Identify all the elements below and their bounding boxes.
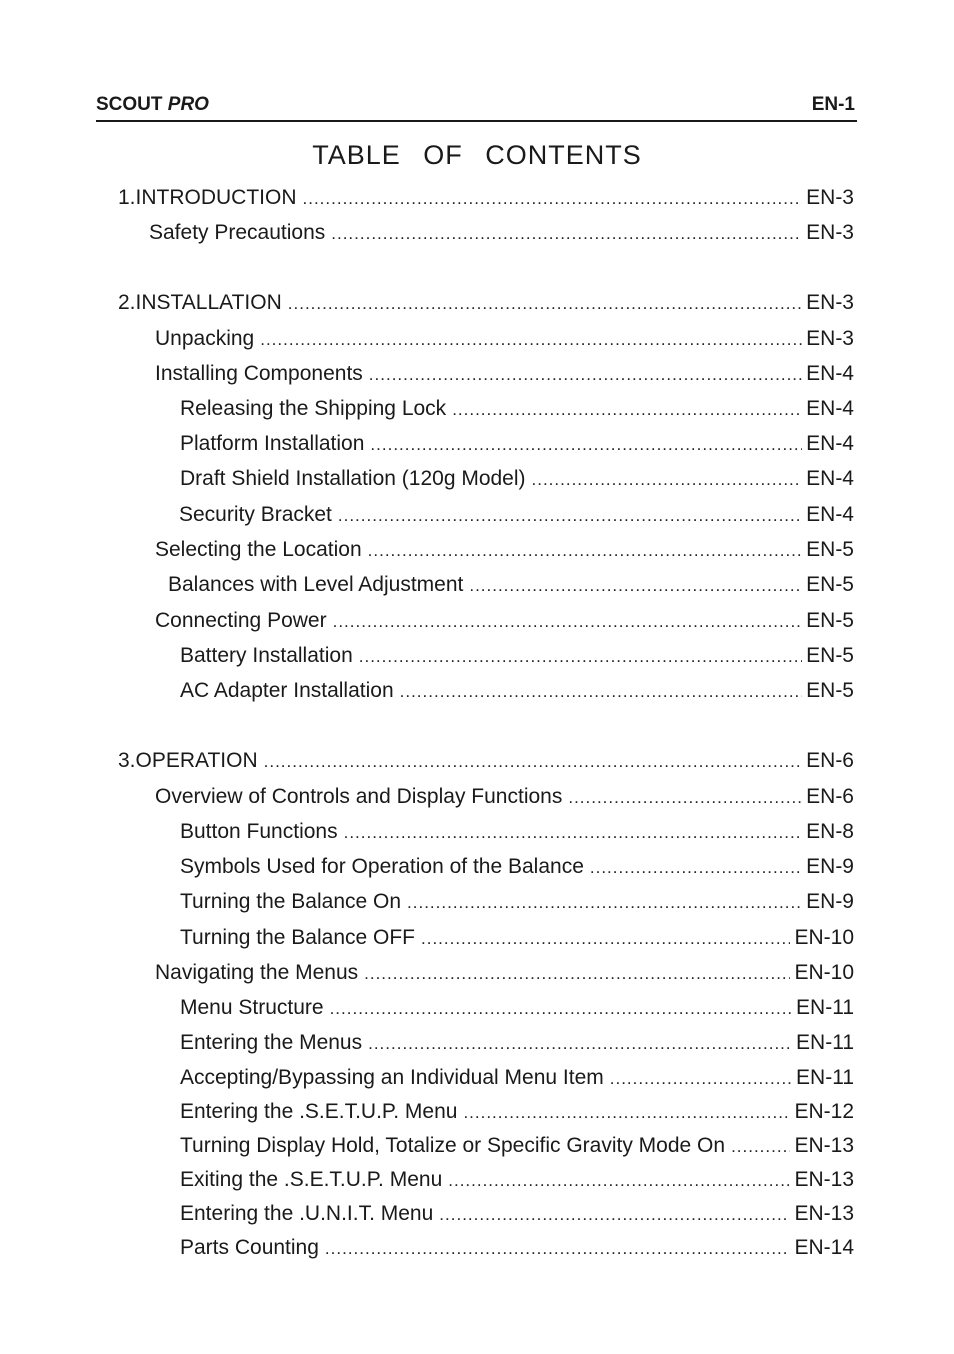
toc-entry-label: Accepting/Bypassing an Individual Menu Item	[180, 1066, 604, 1089]
toc-entry[interactable]	[180, 1236, 854, 1264]
toc-entry-label: Security Bracket	[179, 503, 332, 526]
toc-entry-page: EN-4	[806, 503, 854, 526]
toc-entry-page: EN-5	[806, 679, 854, 702]
toc-entry[interactable]	[180, 890, 854, 918]
toc-entry[interactable]	[180, 1100, 854, 1128]
toc-entry[interactable]	[180, 1202, 854, 1230]
toc-entry[interactable]	[180, 467, 854, 495]
toc-entry-label: Battery Installation	[180, 644, 353, 667]
toc-entry-page: EN-13	[794, 1134, 854, 1157]
toc-entry-label: Installing Components	[155, 362, 363, 385]
toc-entry-page: EN-3	[806, 221, 854, 244]
toc-leader	[369, 365, 802, 385]
toc-entry-page: EN-10	[794, 926, 854, 949]
toc-entry-page: EN-4	[806, 432, 854, 455]
toc-entry-label: Platform Installation	[180, 432, 365, 455]
toc-entry-page: EN-13	[794, 1202, 854, 1225]
toc-entry-page: EN-9	[806, 855, 854, 878]
toc-entry-label: Releasing the Shipping Lock	[180, 397, 447, 420]
toc-entry-label: Entering the .U.N.I.T. Menu	[180, 1202, 434, 1225]
toc-entry[interactable]	[155, 538, 854, 566]
toc-entry-label: Button Functions	[180, 820, 338, 843]
toc-entry[interactable]	[180, 855, 854, 883]
toc-entry-page: EN-12	[794, 1100, 854, 1123]
toc-entry-page: EN-11	[796, 996, 854, 1019]
toc-entry[interactable]	[180, 926, 854, 954]
toc-entry-number: 3.	[118, 749, 136, 772]
toc-entry-label: Turning the Balance On	[180, 890, 402, 913]
toc-entry-page: EN-11	[796, 1031, 854, 1054]
toc-leader	[260, 330, 802, 350]
header-model: PRO	[167, 94, 209, 115]
toc-leader	[452, 400, 802, 420]
toc-entry[interactable]	[168, 573, 854, 601]
toc-leader	[288, 294, 802, 314]
toc-entry-label: Connecting Power	[155, 609, 327, 632]
toc-leader	[368, 1034, 792, 1054]
toc-entry-label: Entering the .S.E.T.U.P. Menu	[180, 1100, 458, 1123]
toc-entry-page: EN-5	[806, 573, 854, 596]
toc-entry-page: EN-4	[806, 397, 854, 420]
toc-entry-label: Turning the Balance OFF	[180, 926, 415, 949]
toc-leader	[264, 752, 803, 772]
toc-entry-page: EN-5	[806, 538, 854, 561]
toc-leader	[448, 1171, 790, 1191]
toc-leader	[330, 999, 792, 1019]
toc-entry-label: Draft Shield Installation (120g Model)	[180, 467, 526, 490]
toc-entry-page: EN-5	[806, 644, 854, 667]
toc-entry[interactable]	[180, 996, 854, 1024]
toc-leader	[303, 189, 803, 209]
toc-entry-label: Navigating the Menus	[155, 961, 359, 984]
toc-entry-label: Unpacking	[155, 327, 255, 350]
page-title: TABLE OF CONTENTS	[312, 140, 642, 170]
toc-leader	[407, 893, 802, 913]
toc-leader	[400, 682, 803, 702]
toc-entry-page: EN-6	[806, 785, 854, 808]
toc-entry[interactable]	[155, 785, 854, 813]
toc-entry[interactable]	[180, 679, 854, 707]
toc-leader	[338, 506, 802, 526]
toc-leader	[359, 647, 802, 667]
toc-entry-label: Selecting the Location	[155, 538, 362, 561]
toc-leader	[610, 1069, 792, 1089]
toc-entry-page: EN-6	[806, 749, 854, 772]
toc-leader	[344, 823, 803, 843]
toc-leader	[463, 1103, 790, 1123]
toc-entry-label: AC Adapter Installation	[180, 679, 394, 702]
toc-leader	[568, 788, 802, 808]
toc-entry-label: Balances with Level Adjustment	[168, 573, 464, 596]
toc-entry-label: Symbols Used for Operation of the Balance	[180, 855, 584, 878]
toc-entry[interactable]	[180, 1031, 854, 1059]
toc-leader	[331, 224, 802, 244]
toc-entry-label: INTRODUCTION	[135, 186, 297, 209]
toc-leader	[439, 1205, 790, 1225]
toc-entry[interactable]	[180, 1066, 854, 1094]
toc-entry-page: EN-11	[796, 1066, 854, 1089]
toc-entry[interactable]	[179, 503, 854, 531]
toc-entry[interactable]	[118, 749, 854, 777]
toc-entry-label: Turning Display Hold, Totalize or Specific Gravity Mode On	[180, 1134, 726, 1157]
toc-entry-page: EN-3	[806, 291, 854, 314]
toc-leader	[370, 435, 802, 455]
toc-leader	[364, 964, 790, 984]
toc-entry[interactable]	[180, 432, 854, 460]
toc-leader	[333, 612, 803, 632]
toc-entry[interactable]	[180, 1134, 854, 1162]
toc-entry-number: 1.	[118, 186, 136, 209]
toc-leader	[731, 1137, 790, 1157]
toc-entry-label: Parts Counting	[180, 1236, 319, 1259]
toc-entry-page: EN-10	[794, 961, 854, 984]
toc-entry-page: EN-3	[806, 327, 854, 350]
toc-entry-label: OPERATION	[135, 749, 258, 772]
toc-entry-page: EN-14	[794, 1236, 854, 1259]
toc-entry-page: EN-3	[806, 186, 854, 209]
toc-entry[interactable]	[180, 820, 854, 848]
toc-leader	[421, 929, 790, 949]
toc-entry-page: EN-8	[806, 820, 854, 843]
toc-entry[interactable]	[155, 961, 854, 989]
toc-entry[interactable]	[155, 327, 854, 355]
toc-entry[interactable]	[149, 221, 854, 249]
toc-entry[interactable]	[118, 186, 854, 214]
toc-leader	[325, 1239, 791, 1259]
toc-entry[interactable]	[180, 644, 854, 672]
toc-entry-label: Safety Precautions	[149, 221, 326, 244]
toc-leader	[590, 858, 802, 878]
toc-entry[interactable]	[180, 1168, 854, 1196]
toc-entry-page: EN-13	[794, 1168, 854, 1191]
toc-entry-label: INSTALLATION	[135, 291, 282, 314]
toc-entry-page: EN-4	[806, 467, 854, 490]
toc-leader	[368, 541, 802, 561]
toc-entry-page: EN-9	[806, 890, 854, 913]
toc-entry-page: EN-5	[806, 609, 854, 632]
toc-entry[interactable]	[118, 291, 854, 319]
toc-entry-label: Exiting the .S.E.T.U.P. Menu	[180, 1168, 443, 1191]
toc-entry-number: 2.	[118, 291, 136, 314]
toc-leader	[532, 470, 803, 490]
toc-entry-label: Entering the Menus	[180, 1031, 363, 1054]
toc-entry[interactable]	[180, 397, 854, 425]
toc-leader	[469, 576, 802, 596]
header-page-number: EN-1	[811, 94, 855, 115]
header-brand: SCOUT	[96, 94, 163, 115]
toc-entry-page: EN-4	[806, 362, 854, 385]
toc-entry-label: Overview of Controls and Display Functions	[155, 785, 563, 808]
toc-entry[interactable]	[155, 609, 854, 637]
toc-entry[interactable]	[155, 362, 854, 390]
toc-entry-label: Menu Structure	[180, 996, 324, 1019]
